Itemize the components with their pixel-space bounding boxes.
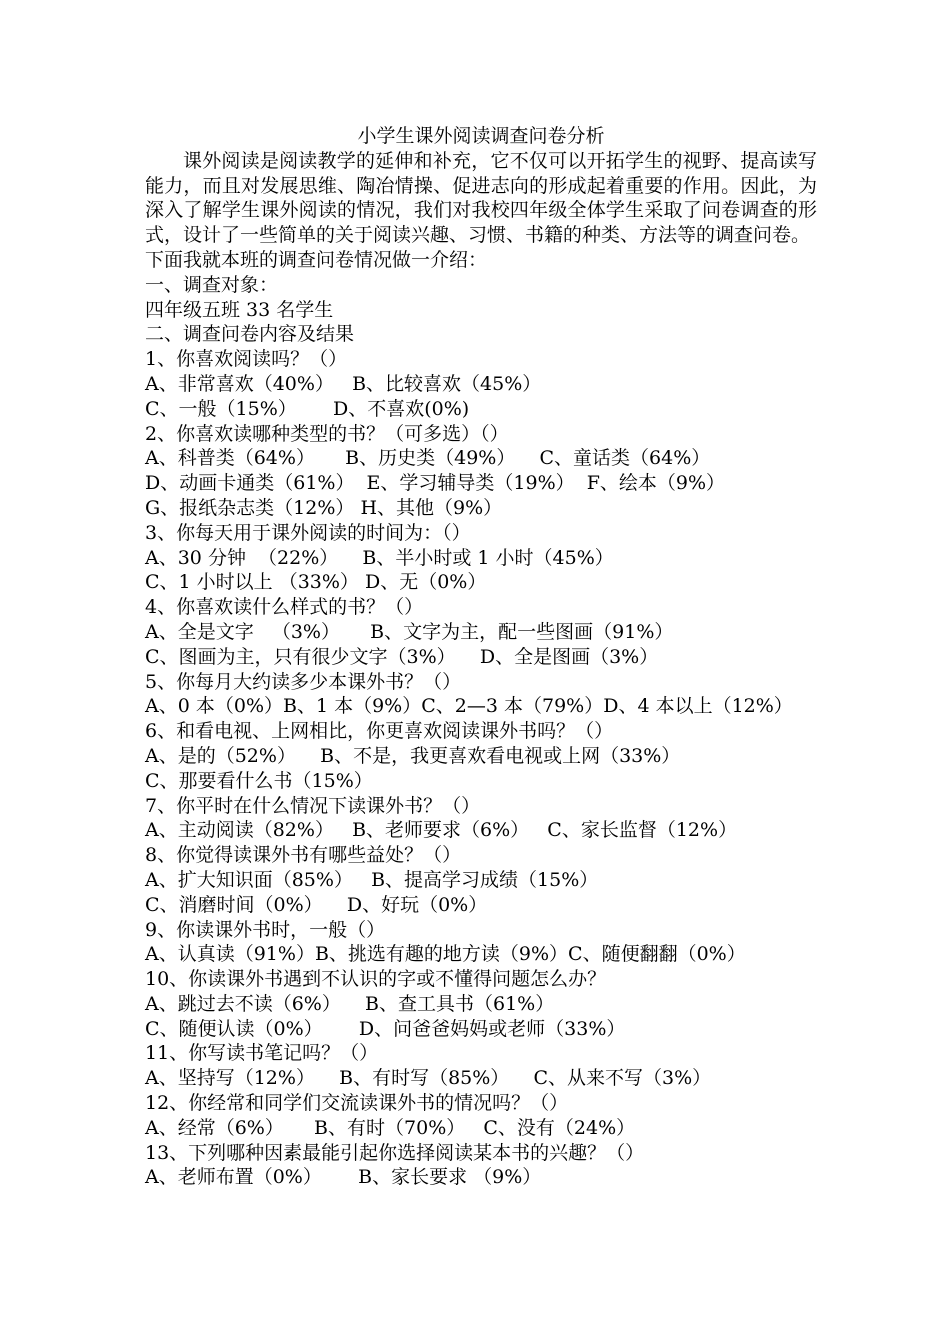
answer-line: D、动画卡通类（61%） E、学习辅导类（19%） F、绘本（9%） [145,472,726,495]
answer-line: A、认真读（91%）B、挑选有趣的地方读（9%）C、随便翻翻（0%） [145,943,746,966]
answer-line: C、一般（15%） D、不喜欢(0%) [145,397,470,420]
question-line: 4、你喜欢读什么样式的书？（） [145,596,424,619]
document-title: 小学生课外阅读调查问卷分析 [357,125,605,147]
answer-line: A、主动阅读（82%） B、老师要求（6%） C、家长监督（12%） [145,819,738,842]
answer-line: A、坚持写（12%） B、有时写（85%） C、从来不写（3%） [145,1067,712,1090]
answer-line: A、是的（52%） B、不是，我更喜欢看电视或上网（33%） [145,744,681,767]
intro-paragraph: 课外阅读是阅读教学的延伸和补充，它不仅可以开拓学生的视野、提高读写能力，而且对发展思维、陶冶情操、促进志向的形成起着重要的作用。因此，为深入了解学生课外阅读的情况，我们对我校四年级全体学生采取了问卷调查的形式，设计了一些简单的关于阅读兴趣、习惯、书籍的种类、方法等的调查问卷。 [145,149,817,247]
question-line: 8、你觉得读课外书有哪些益处？（） [145,844,462,867]
question-line: 2、你喜欢读哪种类型的书？（可多选）（） [145,422,509,445]
answer-line: C、1 小时以上 （33%） D、无（0%） [145,571,487,594]
answer-line: A、扩大知识面（85%） B、提高学习成绩（15%） [145,868,599,891]
section-heading: 二、调查问卷内容及结果 [145,323,355,346]
answer-line: A、全是文字 （3%） B、文字为主，配一些图画（91%） [145,620,674,643]
answer-line: A、科普类（64%） B、历史类（49%） C、童话类（64%） [145,447,711,470]
question-line: 5、你每月大约读多少本课外书？（） [145,670,462,693]
answer-line: G、报纸杂志类（12%） H、其他（9%） [145,496,503,519]
question-line: 11、你写读书笔记吗？（） [145,1042,379,1065]
text-line: 下面我就本班的调查问卷情况做一介绍： [145,248,488,271]
question-line: 6、和看电视、上网相比，你更喜欢阅读课外书吗？（） [145,720,614,743]
answer-line: A、0 本（0%）B、1 本（9%）C、2—3 本（79%）D、4 本以上（12%） [145,695,793,718]
question-line: 13、下列哪种因素最能引起你选择阅读某本书的兴趣？（） [145,1141,645,1164]
question-line: 9、你读课外书时，一般（） [145,918,386,941]
answer-line: C、随便认读（0%） D、问爸爸妈妈或老师（33%） [145,1017,626,1040]
question-line: 3、你每天用于课外阅读的时间为：（） [145,521,471,544]
question-line: 1、你喜欢阅读吗？（） [145,348,348,371]
answer-line: A、经常（6%） B、有时（70%） C、没有（24%） [145,1116,636,1139]
answer-line: C、消磨时间（0%） D、好玩（0%） [145,893,488,916]
section-heading: 一、调查对象： [145,273,279,296]
answer-line: A、老师布置（0%） B、家长要求 （9%） [145,1166,542,1189]
answer-line: C、那要看什么书（15%） [145,769,373,792]
question-line: 7、你平时在什么情况下读课外书？（） [145,794,481,817]
text-line: 四年级五班 33 名学生 [145,298,334,321]
question-line: 12、你经常和同学们交流读课外书的情况吗？（） [145,1092,569,1115]
answer-line: A、跳过去不读（6%） B、查工具书（61%） [145,992,555,1015]
question-line: 10、你读课外书遇到不认识的字或不懂得问题怎么办？ [145,968,607,991]
answer-line: C、图画为主，只有很少文字（3%） D、全是图画（3%） [145,645,659,668]
document-body [145,124,817,1190]
answer-line: A、30 分钟 （22%） B、半小时或 1 小时（45%） [145,546,614,569]
answer-line: A、非常喜欢（40%） B、比较喜欢（45%） [145,372,542,395]
